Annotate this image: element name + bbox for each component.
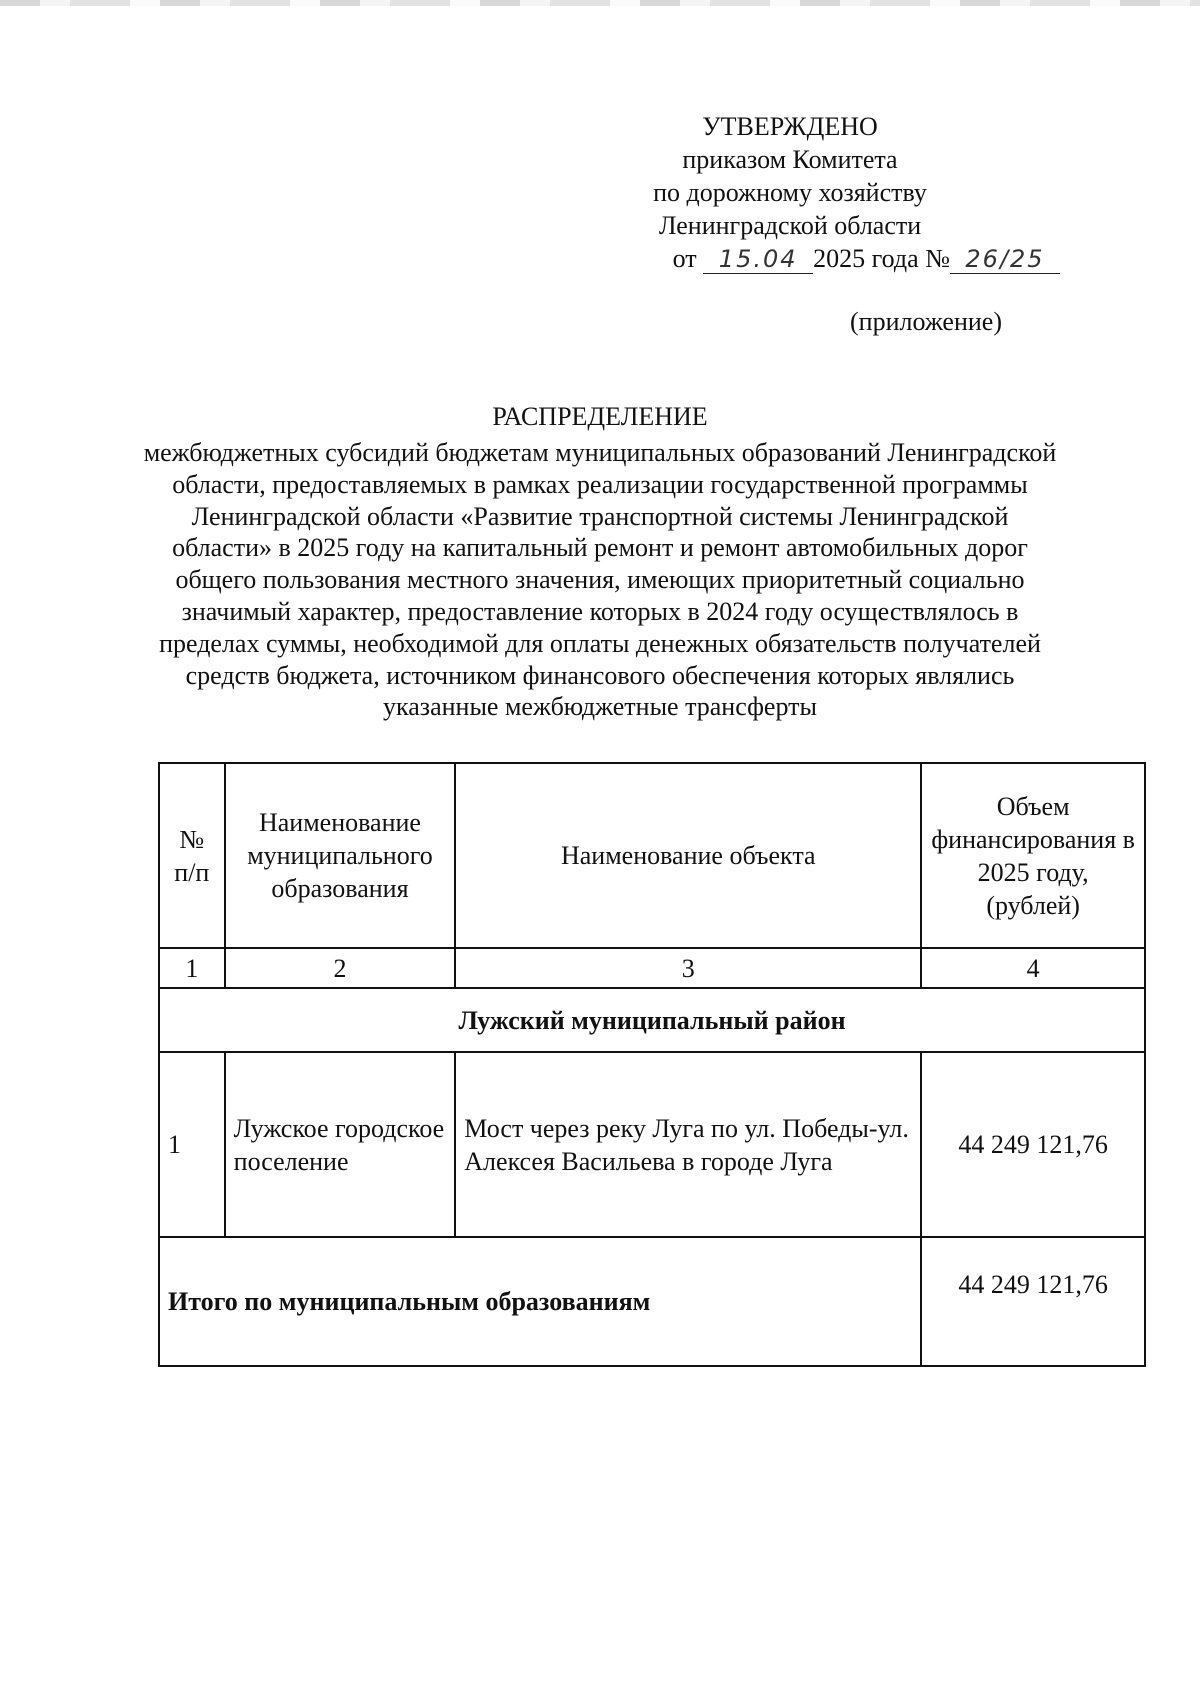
approval-by-order: приказом Комитета	[682, 145, 898, 174]
distribution-table	[158, 762, 1146, 1367]
document-description: межбюджетных субсидий бюджетам муниципальных образований Ленинградской области, предоставляемых в рамках реализации государственной программы Ленинградской области «Развитие транспортной системы Ленинградской области» в 2025 году на капитальный ремонт и ремонт автомобильных дорог общего пользования местного значения, имеющих приоритетный социально значимый характер, предоставление которых в 2024 году осуществлялось в пределах суммы, необходимой для оплаты денежных обязательств получателей средств бюджета, источником финансового обеспечения которых являлись указанные межбюджетные трансферты	[143, 438, 1057, 722]
total-label: Итого по муниципальным образованиям	[159, 1237, 921, 1366]
row-municipality: Лужское городское поселение	[225, 1052, 456, 1237]
section-title: Лужский муниципальный район	[159, 988, 1145, 1052]
column-number: 4	[921, 948, 1145, 988]
approval-approved: УТВЕРЖДЕНО	[702, 112, 878, 141]
section-row	[159, 988, 1145, 1052]
approval-region: Ленинградской области	[658, 211, 922, 240]
document-title: РАСПРЕДЕЛЕНИЕ	[492, 402, 708, 431]
row-object: Мост через реку Луга по ул. Победы-ул. Алексея Васильева в городе Луга	[455, 1052, 921, 1237]
column-number: 2	[225, 948, 456, 988]
header-municipality: Наименование муниципального образования	[225, 763, 456, 948]
row-number: 1	[159, 1052, 225, 1237]
header-object: Наименование объекта	[455, 763, 921, 948]
header-amount: Объем финансирования в 2025 году, (рублей)	[921, 763, 1145, 948]
table-header-row	[159, 763, 1145, 948]
total-amount: 44 249 121,76	[921, 1237, 1145, 1366]
header-number: № п/п	[159, 763, 225, 948]
column-number-row	[159, 948, 1145, 988]
table-row	[159, 1052, 1145, 1237]
column-number: 1	[159, 948, 225, 988]
column-number: 3	[455, 948, 921, 988]
date-prefix: от	[672, 244, 697, 273]
total-row	[159, 1237, 1145, 1366]
handwritten-order-number: 26/25	[950, 245, 1060, 274]
date-year: 2025 года №	[813, 244, 950, 273]
approval-dateline	[510, 242, 1070, 275]
row-amount: 44 249 121,76	[921, 1052, 1145, 1237]
scan-edge	[0, 0, 1200, 6]
handwritten-date: 15.04	[703, 245, 813, 274]
appendix-label: (приложение)	[850, 307, 1003, 336]
approval-committee: по дорожному хозяйству	[653, 178, 927, 207]
approval-stamp-block	[510, 110, 1070, 275]
